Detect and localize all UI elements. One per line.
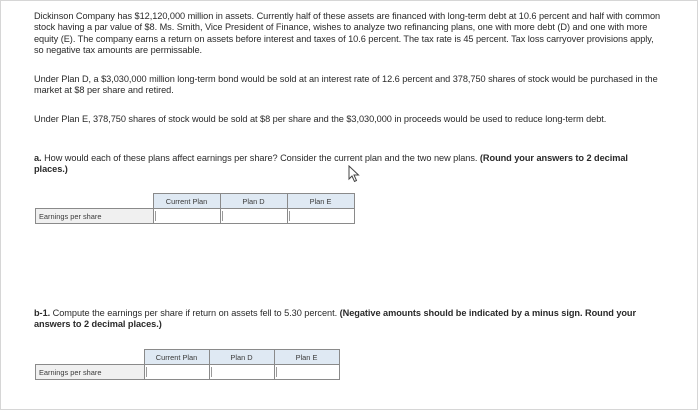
- question-b1: [34, 308, 664, 331]
- eps-b1-plan-e-input[interactable]: [275, 365, 339, 379]
- intro-paragraph-3: [34, 114, 664, 125]
- question-a-text: How would each of these plans affect earnings per share? Consider the current plan and the two new plans.: [44, 153, 478, 163]
- header-blank-cell: [36, 350, 145, 365]
- table-row: [36, 209, 355, 224]
- question-b1-instruction: (Negative amounts should be indicated by a minus sign. Round your answers to 2 decimal places.): [34, 308, 637, 330]
- intro-text-2: Under Plan D, a $3,030,000 million long-term bond would be sold at an interest rate of 12.6 percent and 378,750 shares of stock would be purchased in the market at $8 per share and retired.: [34, 74, 658, 96]
- eps-current-plan-cell: [153, 209, 220, 224]
- eps-b1-plan-d-input[interactable]: [210, 365, 274, 379]
- header-blank-cell: [36, 194, 154, 209]
- column-header-plan-e: Plan E: [287, 194, 354, 209]
- column-header-current-plan: Current Plan: [153, 194, 220, 209]
- eps-plan-e-cell: [287, 209, 354, 224]
- eps-table-b1-header: [36, 350, 340, 365]
- row-label-eps: Earnings per share: [36, 209, 154, 224]
- question-a-letter: a.: [34, 153, 42, 163]
- column-header-plan-d: Plan D: [209, 350, 274, 365]
- eps-plan-d-input[interactable]: [221, 209, 287, 223]
- column-header-current-plan: Current Plan: [144, 350, 209, 365]
- intro-paragraph-1: [34, 11, 664, 56]
- eps-table-b1: [35, 349, 340, 380]
- intro-text-1: Dickinson Company has $12,120,000 million in assets. Currently half of these assets are financed with long-term debt at 10.6 percent and half with common stock having a par value of $8. Ms. Smith, Vice President of Finance, wishes to analyze two refinancing plans, one with more debt (D) and one with more equity (E). The company earns a return on assets before interest and taxes of 10.6 percent. The tax rate is 45 percent. Tax loss carryover provisions apply, so negative tax amounts are permissable.: [34, 11, 661, 55]
- eps-plan-e-input[interactable]: [288, 209, 354, 223]
- question-b1-text: Compute the earnings per share if return on assets fell to 5.30 percent.: [52, 308, 338, 318]
- question-a-instruction: (Round your answers to 2 decimal places.): [34, 153, 628, 175]
- row-label-eps: Earnings per share: [36, 365, 145, 380]
- eps-table-a: [35, 193, 355, 224]
- intro-paragraph-2: [34, 74, 664, 97]
- eps-b1-current-plan-cell: [144, 365, 209, 380]
- eps-current-plan-input[interactable]: [154, 209, 220, 223]
- eps-plan-d-cell: [220, 209, 287, 224]
- question-b1-letter: b-1.: [34, 308, 51, 318]
- column-header-plan-e: Plan E: [274, 350, 339, 365]
- table-row: [36, 365, 340, 380]
- mouse-pointer-icon: [347, 165, 361, 183]
- intro-text-3: Under Plan E, 378,750 shares of stock would be sold at $8 per share and the $3,030,000 in proceeds would be used to reduce long-term debt.: [34, 114, 607, 124]
- eps-b1-current-plan-input[interactable]: [145, 365, 209, 379]
- eps-b1-plan-d-cell: [209, 365, 274, 380]
- column-header-plan-d: Plan D: [220, 194, 287, 209]
- eps-b1-plan-e-cell: [274, 365, 339, 380]
- eps-table-a-header: [36, 194, 355, 209]
